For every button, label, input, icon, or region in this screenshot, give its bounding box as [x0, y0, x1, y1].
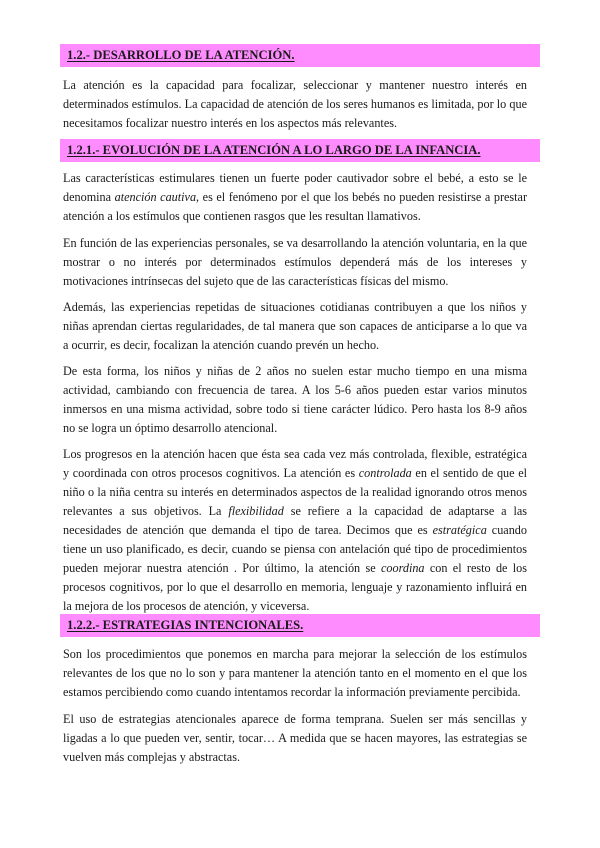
section-heading-desarrollo: 1.2.- DESARROLLO DE LA ATENCIÓN.: [60, 44, 540, 67]
paragraph-definicion: La atención es la capacidad para focalizar, seleccionar y mantener nuestro interés en determinados estímulos. La capacidad de atención de los seres humanos es limitada, por lo que necesitamos focalizar nuestro interés en los aspectos más relevantes.: [63, 78, 527, 130]
emphasis-estrategica: estratégica: [432, 523, 487, 537]
paragraph-regularidades: Además, las experiencias repetidas de situaciones cotidianas contribuyen a que los niños y niñas aprendan ciertas regularidades, de tal manera que son capaces de anticiparse a lo que va a ocurrir, es decir, focalizan la atención cuando prevén un hecho.: [63, 300, 527, 352]
paragraph-atencion-voluntaria: En función de las experiencias personales, se va desarrollando la atención voluntaria, en la que mostrar o no interés por determinados estímulos dependerá más de los intereses y motivaciones intrínsecas del sujeto que de las características físicas del mismo.: [63, 236, 527, 288]
paragraph-progresos: [63, 445, 527, 616]
section-heading-evolucion: 1.2.1.- EVOLUCIÓN DE LA ATENCIÓN A LO LARGO DE LA INFANCIA.: [60, 139, 540, 162]
text-run: en el sentido de que el niño o la niña centra su interés en determinados aspectos de la realidad ignorando otros menos relevantes a sus objetivos. La: [63, 466, 527, 518]
text-run: con el resto de los procesos cognitivos, por lo que el desarrollo en memoria, lenguaje y razonamiento influirá en la mejora de los procesos de atención, y viceversa.: [63, 561, 527, 613]
paragraph-edades: De esta forma, los niños y niñas de 2 años no suelen estar mucho tiempo en una misma actividad, cambiando con frecuencia de tarea. A los 5-6 años pueden estar varios minutos inmersos en una misma actividad, sobre todo si tiene carácter lúdico. Pero hasta los 8-9 años no se logra un óptimo desarrollo atencional.: [63, 364, 527, 435]
text-run: Los progresos en la atención hacen que ésta sea cada vez más controlada, flexible, estratégica y coordinada con otros procesos cognitivos. La atención es: [63, 447, 527, 480]
emphasis-atencion-cautiva: atención cautiva: [114, 190, 197, 204]
emphasis-coordina: coordina: [380, 561, 425, 575]
paragraph-estrategias-atencionales: El uso de estrategias atencionales aparece de forma temprana. Suelen ser más sencillas y ligadas a lo que pueden ver, sentir, tocar… A medida que se hacen mayores, las estrategias se vuelven más complejas y abstractas.: [63, 712, 527, 764]
paragraph-atencion-cautiva: [63, 169, 527, 226]
text-run: , es el fenómeno por el que los bebés no pueden resistirse a prestar atención a los estímulos que contienen rasgos que les resultan llamativos.: [63, 190, 528, 223]
text-run: Las características estimulares tienen un fuerte poder cautivador sobre el bebé, a esto se le denomina: [63, 171, 527, 204]
emphasis-controlada: controlada: [358, 466, 412, 480]
section-heading-estrategias: 1.2.2.- ESTRATEGIAS INTENCIONALES.: [60, 614, 540, 637]
text-run: cuando tiene un uso planificado, es decir, cuando se piensa con antelación qué tipo de procedimientos pueden mejorar nuestra atención . Por último, la atención se: [63, 523, 527, 575]
paragraph-procedimientos: Son los procedimientos que ponemos en marcha para mejorar la selección de los estímulos relevantes de los que no lo son y para mantener la atención tanto en el momento en el que los estamos percibiendo como cuando intentamos recordar la información previamente percibida.: [63, 647, 527, 699]
emphasis-flexibilidad: flexibilidad: [228, 504, 284, 518]
text-run: se refiere a la capacidad de adaptarse a las necesidades de atención que demanda el tipo de tarea. Decimos que es: [63, 504, 527, 537]
